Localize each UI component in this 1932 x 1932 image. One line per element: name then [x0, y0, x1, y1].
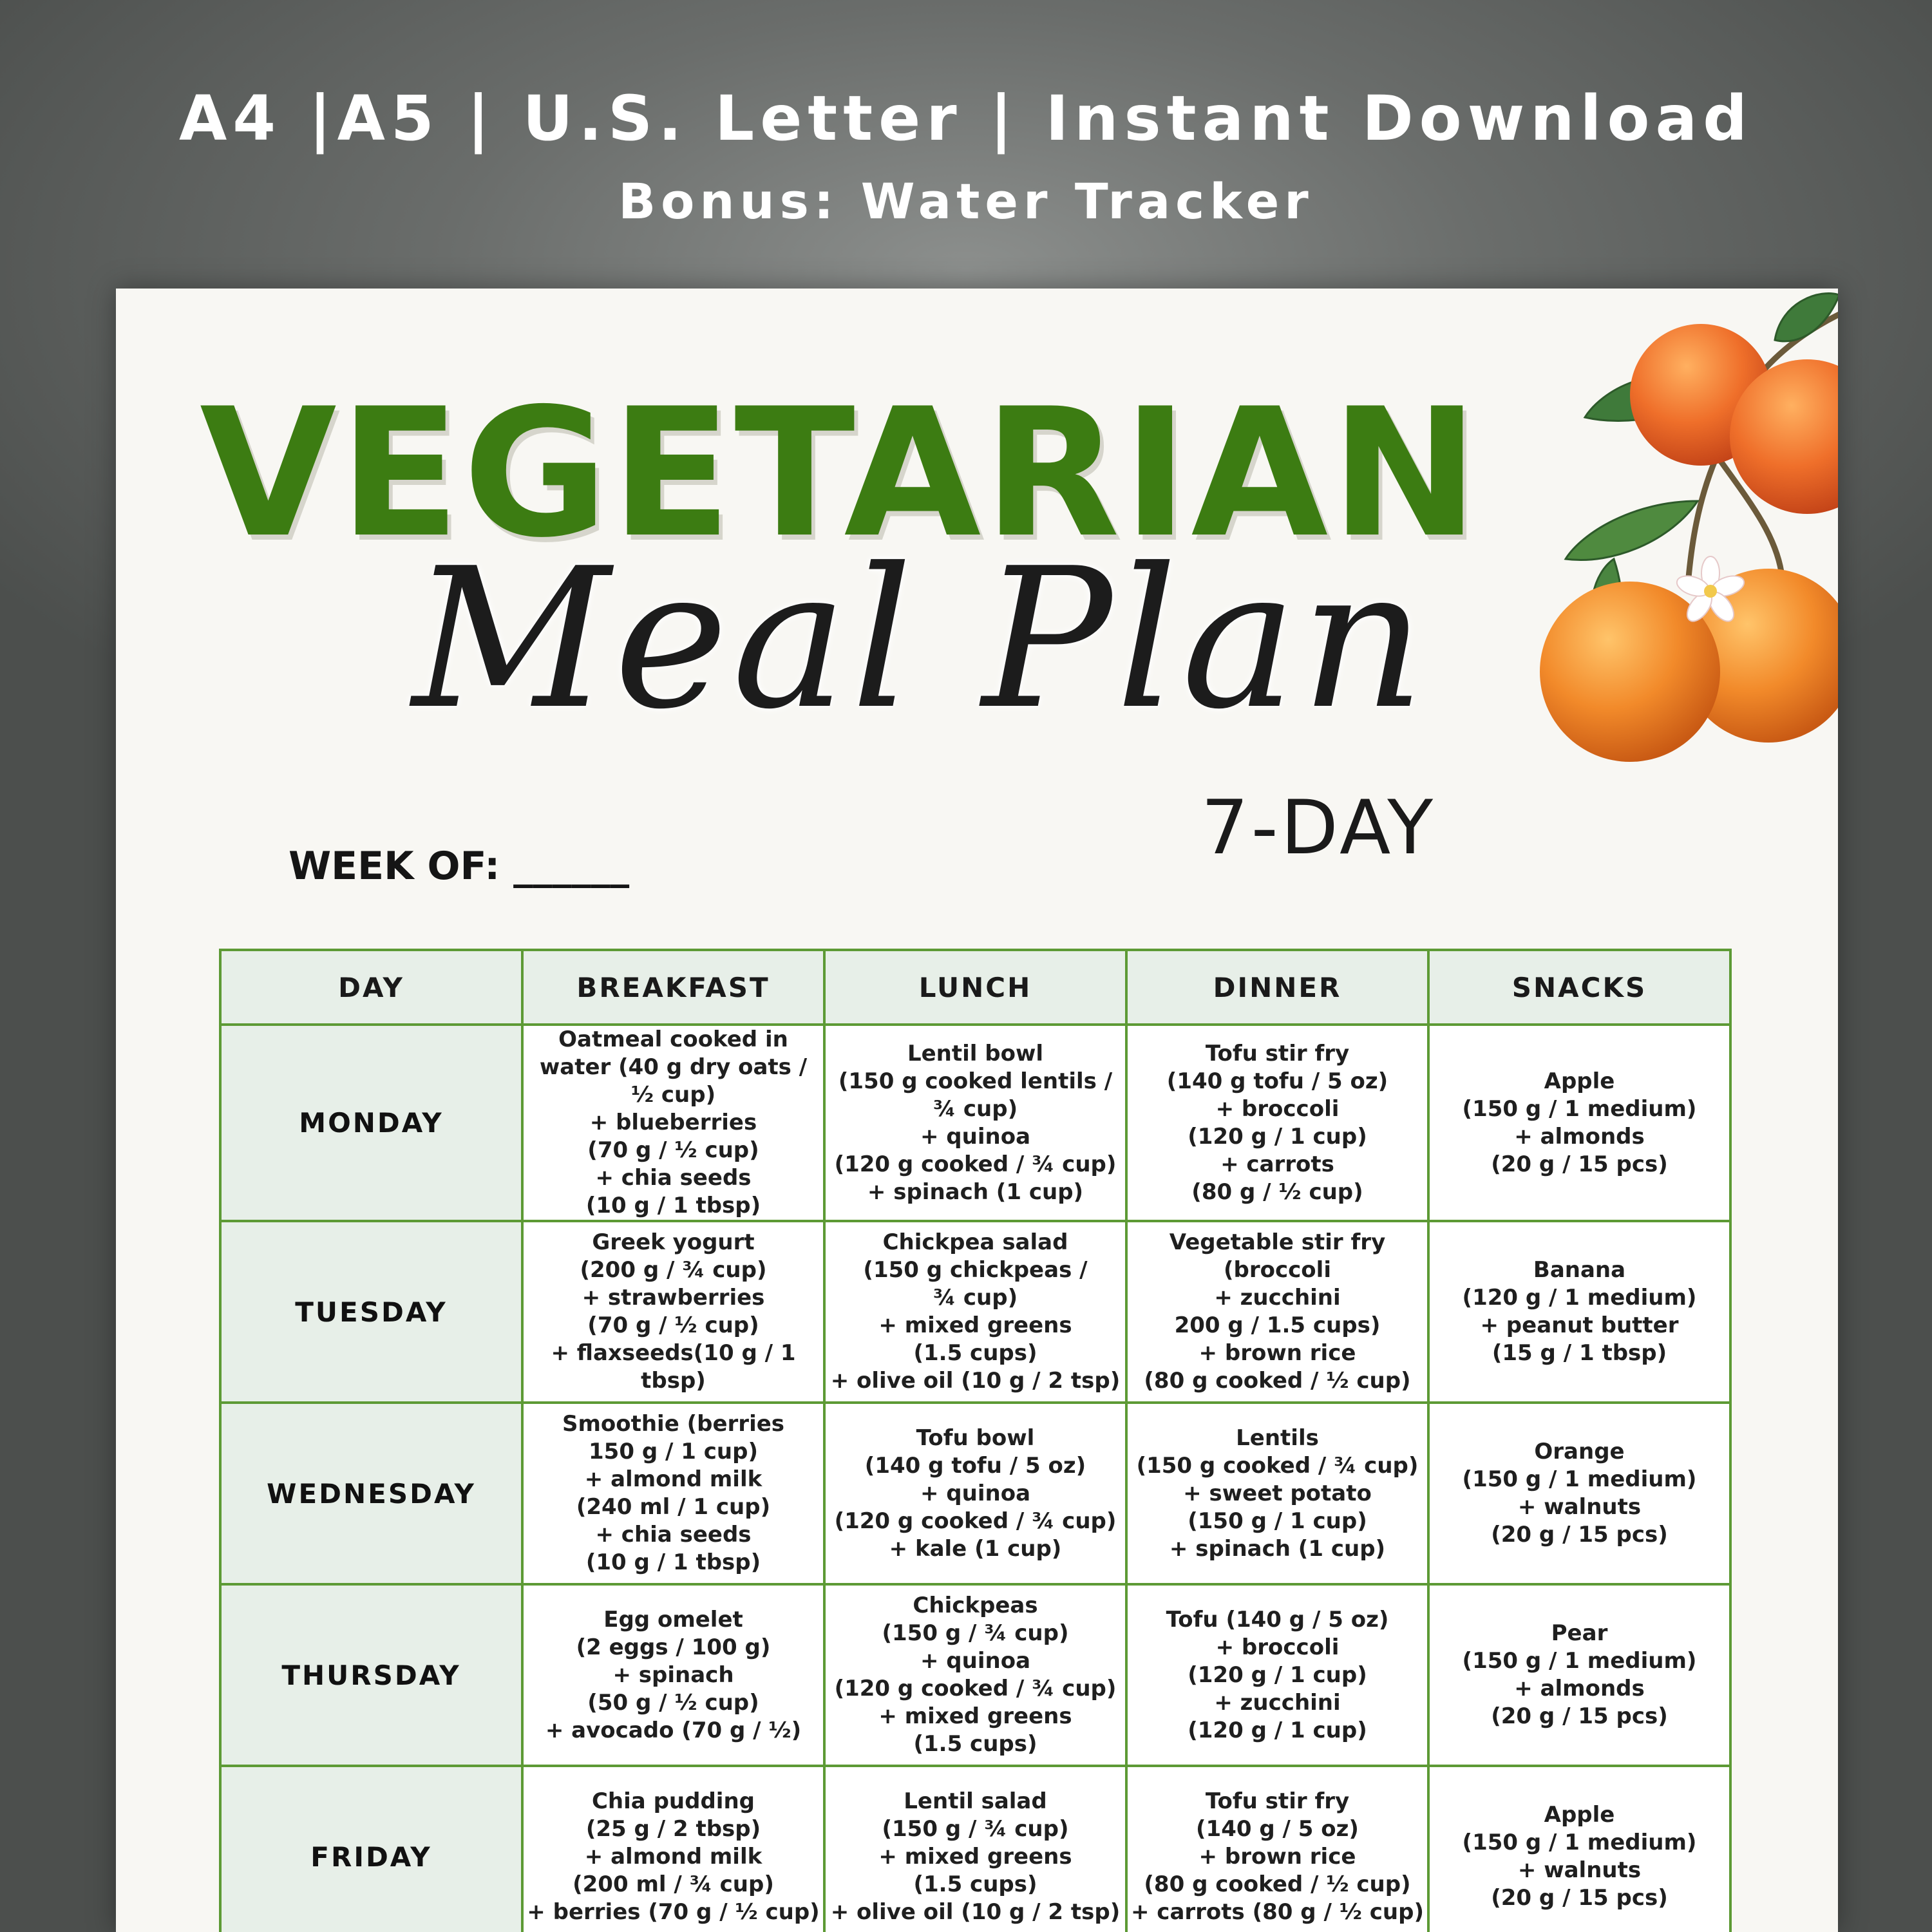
- day-cell: MONDAY: [220, 1025, 522, 1221]
- breakfast-cell: Oatmeal cooked in water (40 g dry oats / ½ cup) + blueberries (70 g / ½ cup) + chia seeds (10 g / 1 tbsp): [522, 1025, 824, 1221]
- header-breakfast: BREAKFAST: [522, 950, 824, 1025]
- dinner-cell: Vegetable stir fry (broccoli + zucchini 200 g / 1.5 cups) + brown rice (80 g cooked / ½ cup): [1126, 1221, 1428, 1403]
- snacks-cell: Pear (150 g / 1 medium) + almonds (20 g / 15 pcs): [1428, 1584, 1730, 1766]
- day-cell: THURSDAY: [220, 1584, 522, 1766]
- page-title: VEGETARIAN: [200, 370, 1482, 576]
- header-dinner: DINNER: [1126, 950, 1428, 1025]
- breakfast-cell: Chia pudding (25 g / 2 tbsp) + almond milk (200 ml / ¾ cup) + berries (70 g / ½ cup): [522, 1766, 824, 1932]
- header-lunch: LUNCH: [824, 950, 1126, 1025]
- plan-duration-label: 7-DAY: [1201, 784, 1436, 871]
- breakfast-cell: Greek yogurt (200 g / ¾ cup) + strawberries (70 g / ½ cup) + flaxseeds(10 g / 1 tbsp): [522, 1221, 824, 1403]
- day-cell: WEDNESDAY: [220, 1403, 522, 1584]
- table-row: [220, 1766, 1730, 1932]
- meal-plan-table: [219, 949, 1732, 1932]
- banner-formats-text: A4 |A5 | U.S. Letter | Instant Download: [178, 82, 1753, 155]
- snacks-cell: Apple (150 g / 1 medium) + walnuts (20 g / 15 pcs): [1428, 1766, 1730, 1932]
- table-header-row: [220, 950, 1730, 1025]
- dinner-cell: Lentils (150 g cooked / ¾ cup) + sweet potato (150 g / 1 cup) + spinach (1 cup): [1126, 1403, 1428, 1584]
- table-row: [220, 1584, 1730, 1766]
- breakfast-cell: Egg omelet (2 eggs / 100 g) + spinach (50 g / ½ cup) + avocado (70 g / ½): [522, 1584, 824, 1766]
- table-row: [220, 1221, 1730, 1403]
- header-day: DAY: [220, 950, 522, 1025]
- dinner-cell: Tofu stir fry (140 g / 5 oz) + brown rice (80 g cooked / ½ cup) + carrots (80 g / ½ cup): [1126, 1766, 1428, 1932]
- lunch-cell: Lentil bowl (150 g cooked lentils / ¾ cup) + quinoa (120 g cooked / ¾ cup) + spinach (1 cup): [824, 1025, 1126, 1221]
- snacks-cell: Banana (120 g / 1 medium) + peanut butter (15 g / 1 tbsp): [1428, 1221, 1730, 1403]
- table-row: [220, 1025, 1730, 1221]
- lunch-cell: Chickpea salad (150 g chickpeas / ¾ cup) + mixed greens (1.5 cups) + olive oil (10 g / 2 tsp): [824, 1221, 1126, 1403]
- snacks-cell: Orange (150 g / 1 medium) + walnuts (20 g / 15 pcs): [1428, 1403, 1730, 1584]
- dinner-cell: Tofu stir fry (140 g tofu / 5 oz) + broccoli (120 g / 1 cup) + carrots (80 g / ½ cup): [1126, 1025, 1428, 1221]
- lunch-cell: Chickpeas (150 g / ¾ cup) + quinoa (120 g cooked / ¾ cup) + mixed greens (1.5 cups): [824, 1584, 1126, 1766]
- day-cell: TUESDAY: [220, 1221, 522, 1403]
- table-row: [220, 1403, 1730, 1584]
- breakfast-cell: Smoothie (berries 150 g / 1 cup) + almond milk (240 ml / 1 cup) + chia seeds (10 g / 1 tbsp): [522, 1403, 824, 1584]
- banner-bonus-text: Bonus: Water Tracker: [618, 173, 1314, 230]
- lunch-cell: Lentil salad (150 g / ¾ cup) + mixed greens (1.5 cups) + olive oil (10 g / 2 tsp): [824, 1766, 1126, 1932]
- lunch-cell: Tofu bowl (140 g tofu / 5 oz) + quinoa (120 g cooked / ¾ cup) + kale (1 cup): [824, 1403, 1126, 1584]
- page-title-script: Meal Plan: [412, 527, 1429, 752]
- dinner-cell: Tofu (140 g / 5 oz) + broccoli (120 g / 1 cup) + zucchini (120 g / 1 cup): [1126, 1584, 1428, 1766]
- day-cell: FRIDAY: [220, 1766, 522, 1932]
- header-snacks: SNACKS: [1428, 950, 1730, 1025]
- week-of-field: WEEK OF: ______: [289, 844, 630, 889]
- snacks-cell: Apple (150 g / 1 medium) + almonds (20 g / 15 pcs): [1428, 1025, 1730, 1221]
- meal-plan-sheet: [116, 289, 1838, 1932]
